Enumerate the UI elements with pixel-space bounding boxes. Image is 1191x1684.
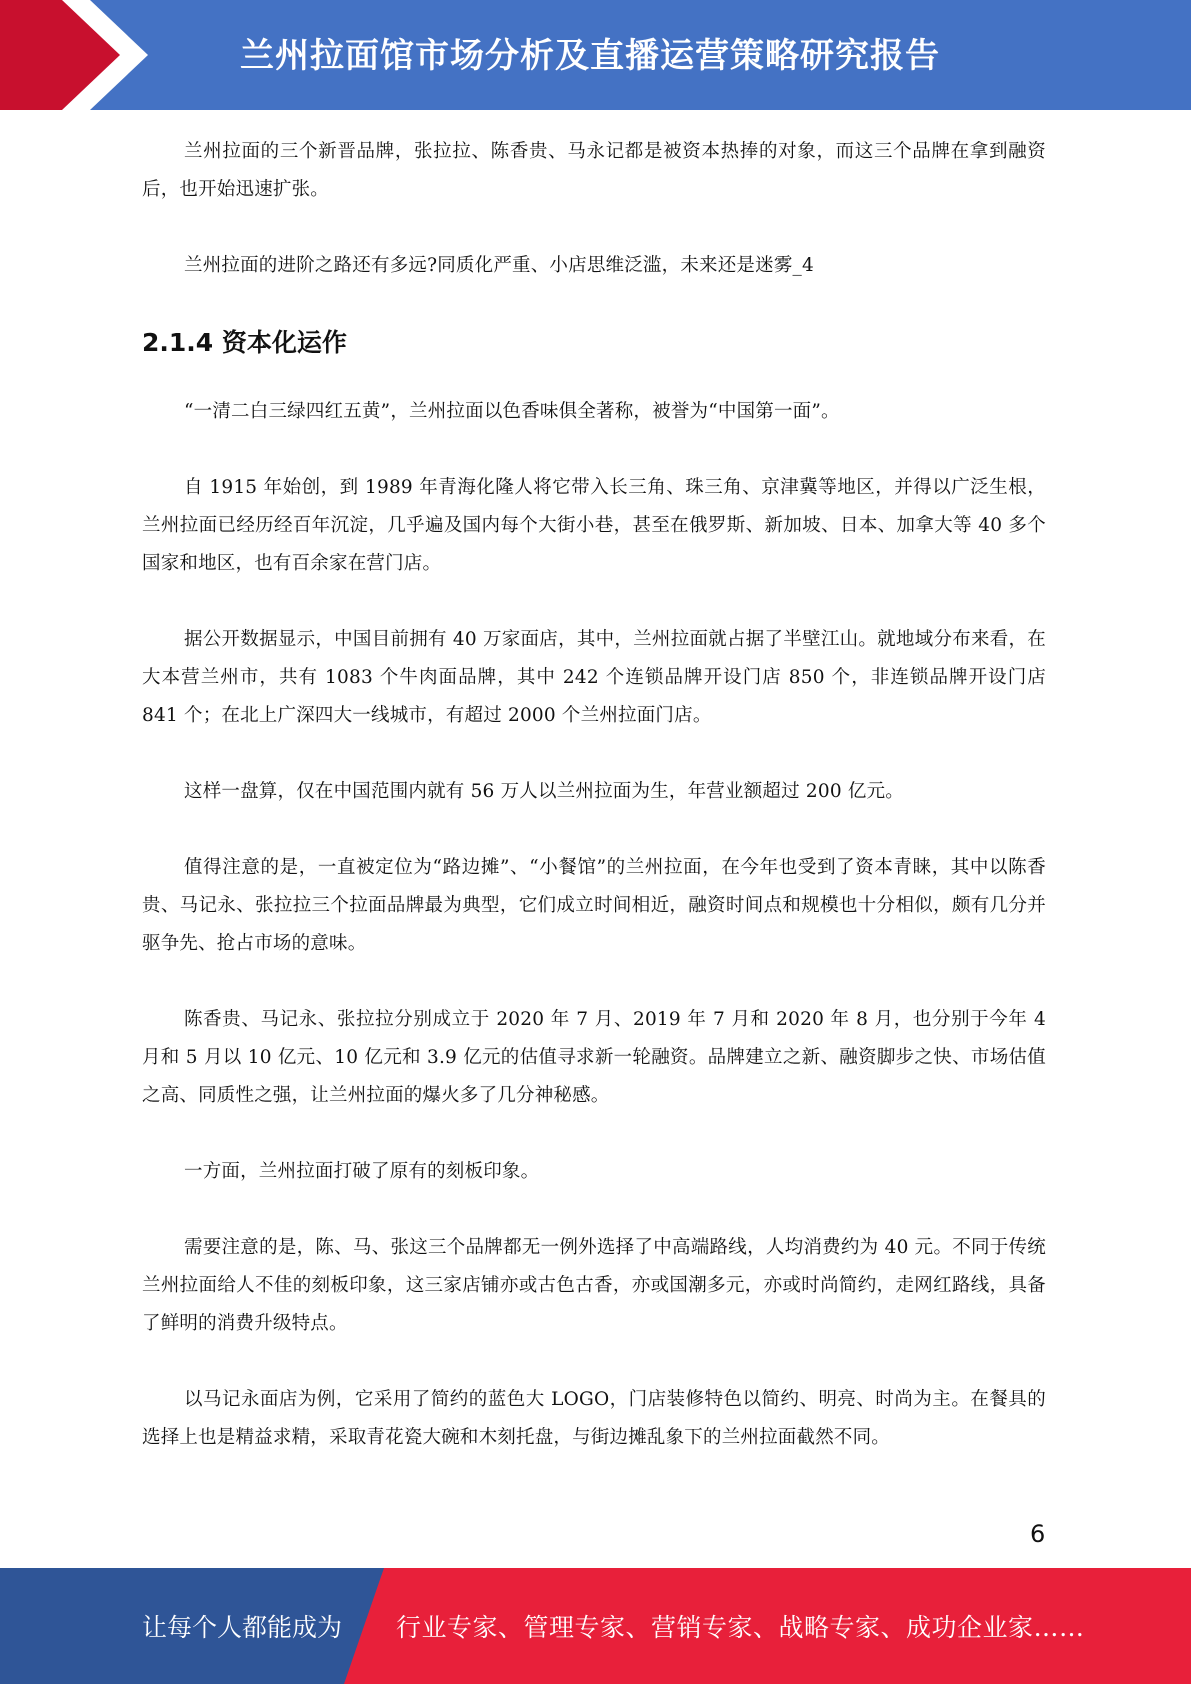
paragraph-8: 陈香贵、马记永、张拉拉分别成立于 2020 年 7 月、2019 年 7 月和 2020 年 8 月，也分别于今年 4 月和 5 月以 10 亿元、10 亿元和 3.9 亿元的估值寻求新一轮融资。品牌建立之新、融资脚步之快、市场估值之高、同质性之强，让兰州拉面的爆火多了几分神秘感。	[142, 1009, 1046, 1106]
report-title: 兰州拉面馆市场分析及直播运营策略研究报告	[240, 36, 940, 76]
paragraph-5: 据公开数据显示，中国目前拥有 40 万家面店，其中，兰州拉面就占据了半壁江山。就地域分布来看，在大本营兰州市，共有 1083 个牛肉面品牌，其中 242 个连锁品牌开设门店 850 个，非连锁品牌开设门店 841 个；在北上广深四大一线城市，有超过 2000 个兰州拉面门店。	[142, 629, 1046, 726]
footer-banner	[0, 1568, 1191, 1684]
paragraph-11: 以马记永面店为例，它采用了简约的蓝色大 LOGO，门店装修特色以简约、明亮、时尚为主。在餐具的选择上也是精益求精，采取青花瓷大碗和木刻托盘，与街边摊乱象下的兰州拉面截然不同。	[142, 1389, 1046, 1448]
footer-slogan-left: 让每个人都能成为	[142, 1613, 343, 1642]
paragraph-1: 兰州拉面的三个新晋品牌，张拉拉、陈香贵、马永记都是被资本热捧的对象，而这三个品牌在拿到融资后，也开始迅速扩张。	[142, 141, 1046, 200]
header-banner	[0, 0, 1191, 110]
section-heading: 2.1.4 资本化运作	[142, 328, 347, 357]
paragraph-6: 这样一盘算，仅在中国范围内就有 56 万人以兰州拉面为生，年营业额超过 200 亿元。	[184, 781, 904, 802]
paragraph-9: 一方面，兰州拉面打破了原有的刻板印象。	[184, 1161, 540, 1182]
paragraph-10: 需要注意的是，陈、马、张这三个品牌都无一例外选择了中高端路线，人均消费约为 40 元。不同于传统兰州拉面给人不佳的刻板印象，这三家店铺亦或古色古香，亦或国潮多元，亦或时尚简约，走网红路线，具备了鲜明的消费升级特点。	[142, 1237, 1046, 1334]
document-body	[142, 133, 1046, 1495]
paragraph-4: 自 1915 年始创，到 1989 年青海化隆人将它带入长三角、珠三角、京津冀等地区，并得以广泛生根，兰州拉面已经历经百年沉淀，几乎遍及国内每个大街小巷，甚至在俄罗斯、新加坡、日本、加拿大等 40 多个国家和地区，也有百余家在营门店。	[142, 477, 1046, 574]
paragraph-7: 值得注意的是，一直被定位为“路边摊”、“小餐馆”的兰州拉面，在今年也受到了资本青睐，其中以陈香贵、马记永、张拉拉三个拉面品牌最为典型，它们成立时间相近，融资时间点和规模也十分相似，颇有几分并驱争先、抢占市场的意味。	[142, 857, 1046, 954]
page-number: 6	[1030, 1520, 1046, 1548]
paragraph-2: 兰州拉面的进阶之路还有多远?同质化严重、小店思维泛滥，未来还是迷雾_4	[184, 255, 814, 276]
paragraph-3: “一清二白三绿四红五黄”，兰州拉面以色香味俱全著称，被誉为“中国第一面”。	[184, 401, 840, 422]
footer-slogan-right: 行业专家、管理专家、营销专家、战略专家、成功企业家……	[396, 1613, 1085, 1642]
